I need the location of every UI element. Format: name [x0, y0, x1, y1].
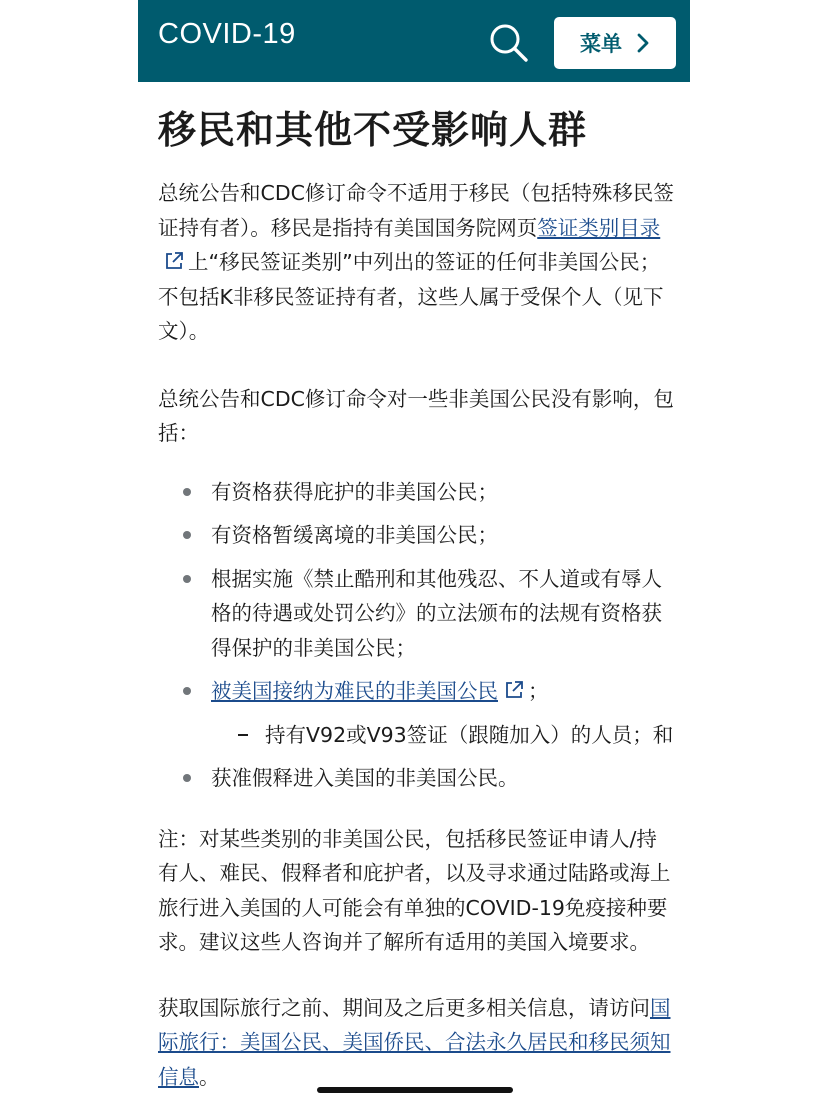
visa-categories-link-label: 签证类别目录 [537, 215, 661, 240]
more-info-paragraph [158, 991, 674, 1095]
list-item-text: 有资格获得庇护的非美国公民； [211, 479, 498, 504]
refugee-link[interactable] [211, 679, 498, 703]
list-item-text: 根据实施《禁止酷刑和其他残忍、不人道或有辱人格的待遇或处罚公约》的立法颁布的法规有资格获得保护的非美国公民； [211, 566, 662, 660]
bullet-dot [183, 575, 191, 583]
chevron-right-icon [636, 33, 650, 53]
list-item [158, 518, 674, 553]
main-content [158, 100, 674, 1094]
international-travel-link-label: 国际旅行：美国公民、美国侨民、合法永久居民和移民须知信息 [158, 995, 671, 1089]
list-item-refugee [158, 674, 674, 709]
exemptions-list [158, 475, 674, 709]
search-icon[interactable] [488, 22, 530, 64]
exemptions-list-end [158, 761, 674, 796]
site-header [138, 0, 690, 82]
intro-text-end: 上“移民签证类别”中列出的签证的任何非美国公民；不包括K非移民签证持有者，这些人属于受保个人（见下文）。 [158, 250, 664, 343]
note-paragraph: 注：对某些类别的非美国公民，包括移民签证申请人/持有人、难民、假释者和庇护者，以及寻求通过陆路或海上旅行进入美国的人可能会有单独的COVID-19免疫接种要求。建议这些人咨询并了解所有适用的美国入境要求。 [158, 826, 671, 954]
home-indicator[interactable] [317, 1087, 513, 1093]
visa-categories-link[interactable] [537, 216, 660, 240]
intro-paragraph [158, 176, 674, 349]
refugee-item-suffix: ； [528, 679, 549, 703]
menu-button-label: 菜单 [580, 32, 622, 56]
list-item-text: 获准假释进入美国的非美国公民。 [211, 766, 519, 790]
exemptions-intro: 总统公告和CDC修订命令对一些非美国公民没有影响，包括： [158, 386, 674, 445]
bullet-dot [183, 774, 191, 782]
bullet-dot [183, 531, 191, 539]
menu-button[interactable] [554, 17, 676, 69]
more-info-text-start: 获取国际旅行之前、期间及之后更多相关信息，请访问 [158, 995, 650, 1020]
bullet-dot [183, 488, 191, 496]
list-item [158, 761, 674, 796]
page-title: 移民和其他不受影响人群 [158, 108, 588, 152]
list-item [158, 562, 674, 666]
dash-marker [238, 734, 248, 736]
intro-text-start: 总统公告和CDC修订命令不适用于移民（包括特殊移民签证持有者）。移民是指持有美国国务院网页 [158, 181, 674, 240]
external-link-icon [164, 251, 184, 271]
sub-list-item-text: 持有V92或V93签证（跟随加入）的人员；和 [265, 722, 674, 747]
list-item-text: 有资格暂缓离境的非美国公民； [211, 523, 498, 547]
refugee-link-label: 被美国接纳为难民的非美国公民 [211, 679, 498, 703]
external-link-icon [504, 680, 524, 700]
site-brand[interactable]: COVID-19 [158, 18, 296, 50]
phone-screen [138, 0, 690, 1104]
list-item [158, 475, 674, 510]
bullet-dot [183, 687, 191, 695]
more-info-text-end: 。 [199, 1064, 220, 1089]
sub-list-item [158, 718, 674, 753]
